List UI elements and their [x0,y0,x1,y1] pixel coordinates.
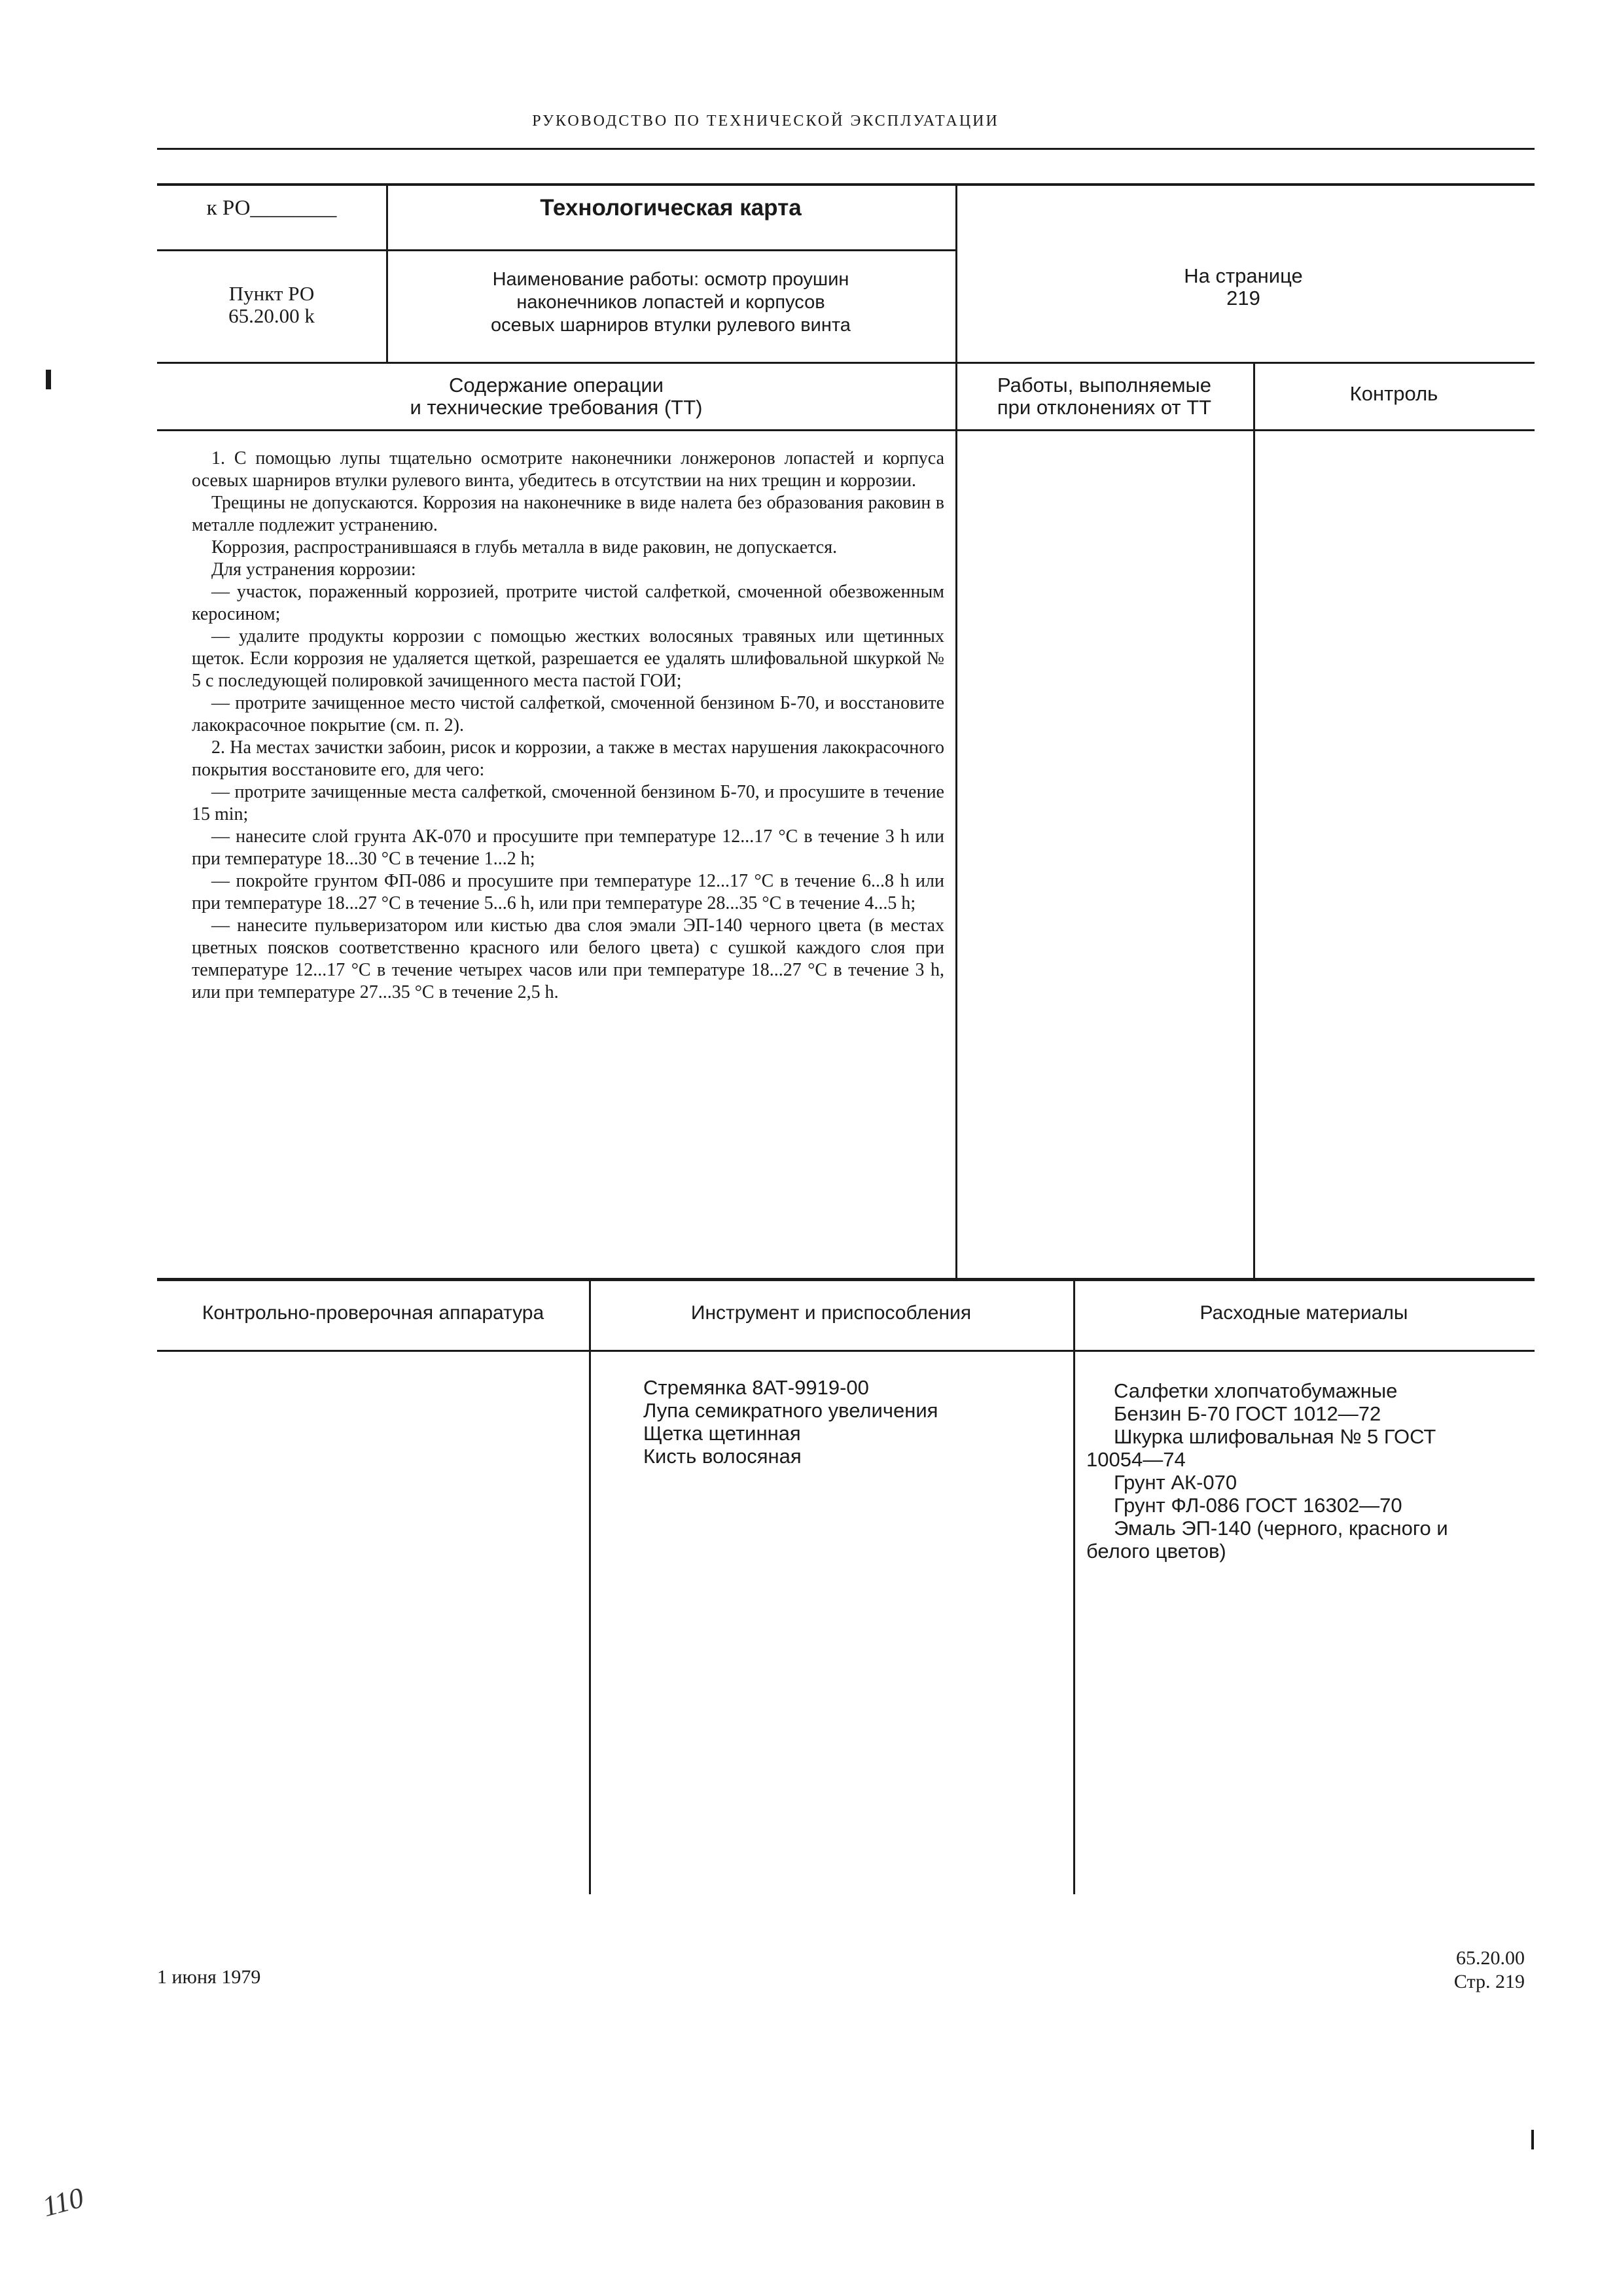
rule-top-1 [157,148,1535,150]
column-header-line: Работы, выполняемые [997,374,1212,397]
column-header-content [157,374,955,419]
vline-title [955,185,957,1281]
item-ro [160,283,383,327]
operation-paragraph: — участок, пораженный коррозией, протрите чистой салфеткой, смоченной обезвоженным керосином; [192,582,944,624]
vline-control [1253,363,1255,1281]
handwritten-margin-note: 110 [39,2181,88,2223]
tool-item: Стремянка 8АТ-9919-00 [643,1376,869,1399]
column-header-line: и технические требования (ТТ) [410,396,703,419]
operation-paragraph: 1. С помощью лупы тщательно осмотрите наконечники лонжеронов лопастей и корпуса осевых шарниров втулки рулевого винта, убедитесь в отсутствии на них трещин и коррозии. [192,448,944,491]
tool-item: Кисть волосяная [643,1445,802,1468]
operations-text [192,448,944,1004]
operation-paragraph: Коррозия, распространившаяся в глубь металла в виде раковин, не допускается. [211,537,838,557]
column-header-line: при отклонениях от ТТ [997,396,1212,419]
operation-paragraph: — покройте грунтом ФП-086 и просушите при температуре 12...17 °C в течение 6...8 h или при температуре 18...27 °C в течение 5...6 h, или при температуре 28...35 °C в течение 4...5 h; [192,871,944,913]
material-item: Эмаль ЭП-140 (черного, красного и белого цветов) [1086,1517,1448,1563]
rule-header-bottom [157,362,1535,364]
work-name [393,268,949,337]
material-item: Салфетки хлопчатобумажные [1114,1379,1398,1402]
operation-paragraph: — нанесите пульверизатором или кистью два слоя эмали ЭП-140 черного цвета (в местах цветных поясков соответственно красного или белого цвета) с сушкой каждого слоя при температуре 12...17 °C в течение четырех часов или при температуре 18...27 °C в течение 3 h, или при температуре 27...35 °C в течение 2,5 h. [192,915,944,1002]
materials-header: Расходные материалы [1199,1302,1408,1324]
operation-paragraph: — нанесите слой грунта АК-070 и просушите при температуре 12...17 °C в течение 3 h или при температуре 18...30 °C в течение 1...2 h; [192,826,944,869]
footer-code [1394,1947,1525,1994]
rule-bottom-head [157,1350,1535,1352]
card-title: Технологическая карта [540,195,802,221]
rule-title [157,249,955,251]
scan-mark [1531,2130,1534,2149]
material-item: Грунт ФЛ-086 ГОСТ 16302—70 [1114,1494,1402,1517]
material-item: Бензин Б-70 ГОСТ 1012—72 [1114,1402,1381,1425]
material-item: Шкурка шлифовальная № 5 ГОСТ 10054—74 [1086,1425,1436,1471]
operation-paragraph: Для устранения коррозии: [211,559,416,580]
equipment-header: Контрольно-проверочная аппаратура [202,1302,544,1324]
materials-list [1086,1379,1479,1563]
column-header-line: Содержание операции [449,374,664,397]
material-item: Грунт АК-070 [1114,1471,1237,1494]
scan-mark [46,370,51,389]
operation-paragraph: — удалите продукты коррозии с помощью жестких волосяных травяных или щетинных щеток. Если коррозия не удаляется щеткой, разрешается ее удалять шлифовальной шкуркой № 5 с последующей полировкой зачищенного места пастой ГОИ; [192,626,944,691]
work-name-line: осевых шарниров втулки рулевого винта [491,315,851,336]
column-header-deviation [955,374,1253,419]
work-name-line: Наименование работы: осмотр проушин [492,269,849,290]
vline-materials [1073,1281,1075,1894]
operation-paragraph: 2. На местах зачистки забоин, рисок и коррозии, а также в местах нарушения лакокрасочного покрытия восстановите его, для чего: [192,737,944,780]
work-name-line: наконечников лопастей и корпусов [516,292,825,313]
tools-list [643,1376,1069,1468]
rule-top-2 [157,183,1535,186]
column-header-control: Контроль [1349,382,1438,405]
item-ro-line: Пункт РО [228,282,315,305]
ref-ro: к РО________ [206,196,337,220]
operation-paragraph: Трещины не допускаются. Коррозия на наконечнике в виде налета без образования раковин в металле подлежит устранению. [192,493,944,535]
tool-item: Лупа семикратного увеличения [643,1399,938,1422]
rule-body-bottom [157,1278,1535,1281]
vline-ref [386,185,388,363]
on-page [955,265,1531,309]
tools-header: Инструмент и приспособления [690,1302,972,1324]
operation-paragraph: — протрите зачищенное место чистой салфеткой, смоченной бензином Б-70, и восстановите лакокрасочное покрытие (см. п. 2). [192,693,944,735]
footer-date: 1 июня 1979 [157,1966,261,1988]
on-page-number: 219 [1226,287,1260,309]
footer-page: Стр. 219 [1453,1971,1525,1992]
rule-colhead-bottom [157,429,1535,431]
tool-item: Щетка щетинная [643,1422,801,1445]
on-page-label: На странице [1184,264,1303,287]
item-ro-line: 65.20.00 k [228,304,315,327]
running-header: РУКОВОДСТВО ПО ТЕХНИЧЕСКОЙ ЭКСПЛУАТАЦИИ [532,113,999,130]
footer-section-code: 65.20.00 [1456,1947,1525,1969]
vline-tools [589,1281,591,1894]
operation-paragraph: — протрите зачищенные места салфеткой, смоченной бензином Б-70, и просушите в течение 15 min; [192,782,944,824]
